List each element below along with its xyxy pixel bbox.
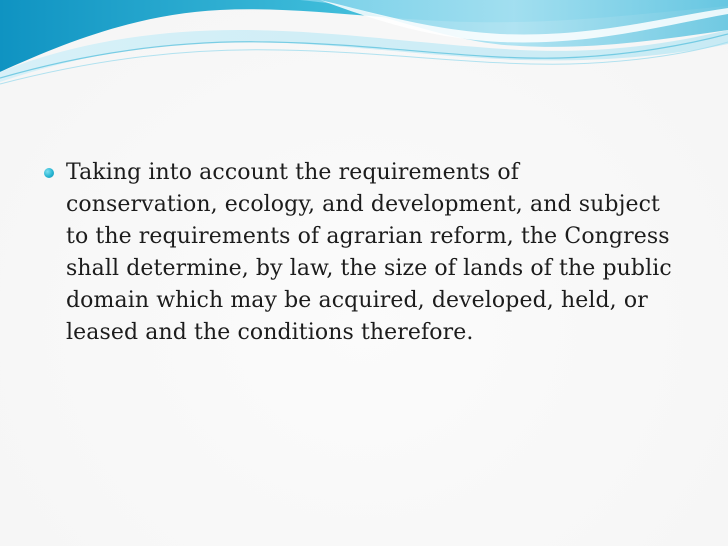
header-wave-decoration [0,0,728,92]
bullet-text: Taking into account the requirements of conservation, ecology, and development, and subject to the requirements of agrarian reform, the Congress shall determine, by law, the size of lands of the public domain which may be acquired, developed, held, or leased and the conditions therefore. [66,160,672,345]
bullet-dot-icon [44,168,54,178]
bullet-item [44,157,684,349]
slide-content [44,157,684,349]
